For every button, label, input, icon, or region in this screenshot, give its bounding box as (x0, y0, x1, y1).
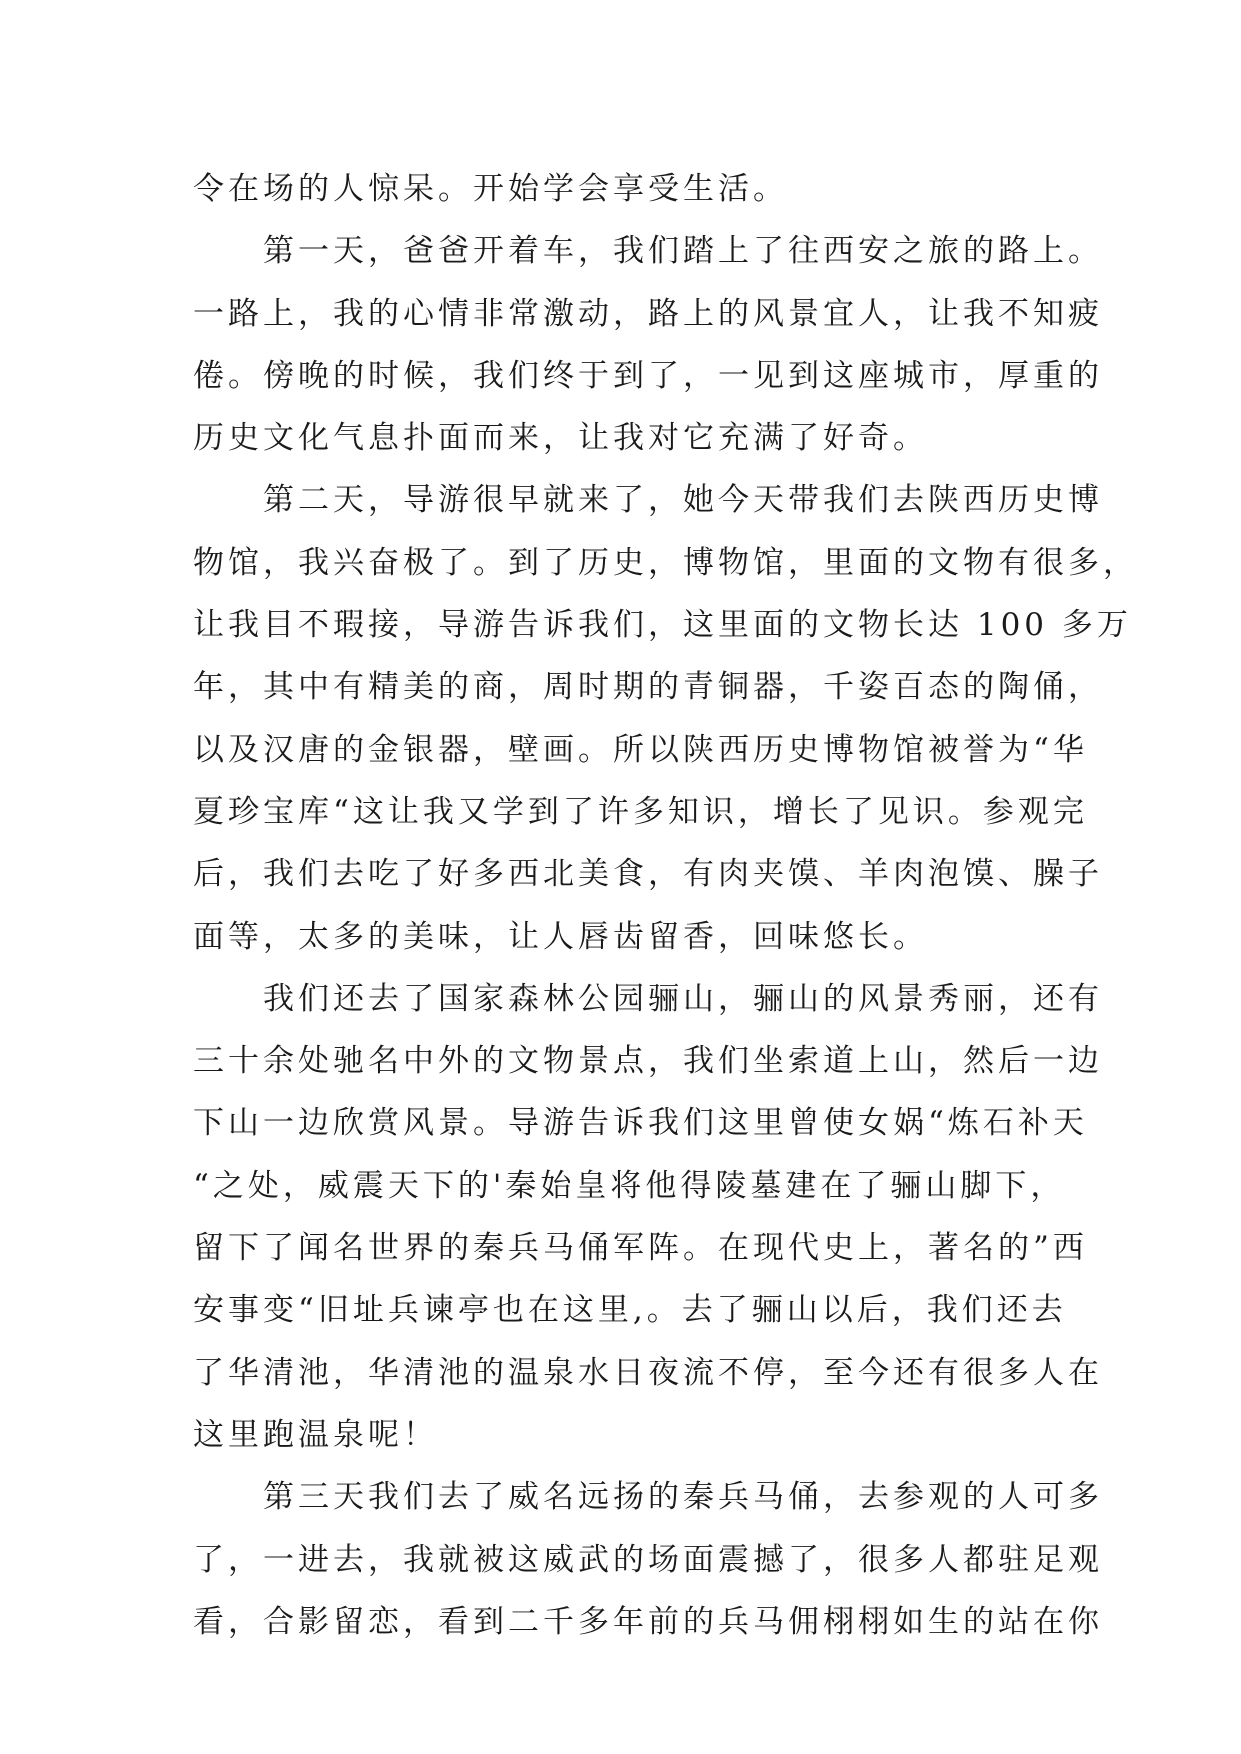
text-line: 倦。傍晚的时候，我们终于到了，一见到这座城市，厚重的 (193, 357, 1103, 394)
text-line: 了华清池，华清池的温泉水日夜流不停，至今还有很多人在 (193, 1354, 1103, 1391)
text-line: 第二天，导游很早就来了，她今天带我们去陕西历史博 (193, 482, 1103, 519)
text-line: 物馆，我兴奋极了。到了历史，博物馆，里面的文物有很多， (193, 544, 1138, 581)
text-line: 以及汉唐的金银器，壁画。所以陕西历史博物馆被誉为“华 (193, 731, 1088, 768)
text-line: 安事变“旧址兵谏亭也在这里,。去了骊山以后，我们还去 (193, 1292, 1067, 1329)
text-line: “之处，威震天下的'秦始皇将他得陵墓建在了骊山脚下， (193, 1167, 1066, 1204)
text-line: 第三天我们去了威名远扬的秦兵马俑，去参观的人可多 (193, 1479, 1103, 1516)
text-line: 这里跑温泉呢！ (193, 1416, 438, 1453)
body-text (193, 158, 1138, 1653)
text-line: 一路上，我的心情非常激动，路上的风景宜人，让我不知疲 (193, 295, 1103, 332)
text-line: 后，我们去吃了好多西北美食，有肉夹馍、羊肉泡馍、臊子 (193, 856, 1103, 893)
text-line: 令在场的人惊呆。开始学会享受生活。 (193, 171, 788, 207)
text-line: 第一天，爸爸开着车，我们踏上了往西安之旅的路上。 (193, 233, 1103, 270)
text-line: 面等，太多的美味，让人唇齿留香，回味悠长。 (193, 918, 928, 955)
text-line: 三十余处驰名中外的文物景点，我们坐索道上山，然后一边 (193, 1043, 1103, 1080)
text-line: 让我目不瑕接，导游告诉我们，这里面的文物长达 100 多万 (193, 607, 1132, 644)
text-line: 我们还去了国家森林公园骊山，骊山的风景秀丽，还有 (193, 980, 1103, 1017)
text-line: 留下了闻名世界的秦兵马俑军阵。在现代史上，著名的”西 (193, 1230, 1088, 1267)
text-line: 历史文化气息扑面而来，让我对它充满了好奇。 (193, 420, 928, 457)
text-line: 年，其中有精美的商，周时期的青铜器，千姿百态的陶俑， (193, 669, 1103, 706)
text-line: 夏珍宝库“这让我又学到了许多知识，增长了见识。参观完 (193, 793, 1088, 830)
text-line: 了，一进去，我就被这威武的场面震撼了，很多人都驻足观 (193, 1541, 1103, 1578)
text-line: 看，合影留恋，看到二千多年前的兵马佣栩栩如生的站在你 (193, 1603, 1103, 1640)
text-line: 下山一边欣赏风景。导游告诉我们这里曾使女娲“炼石补天 (193, 1105, 1088, 1142)
